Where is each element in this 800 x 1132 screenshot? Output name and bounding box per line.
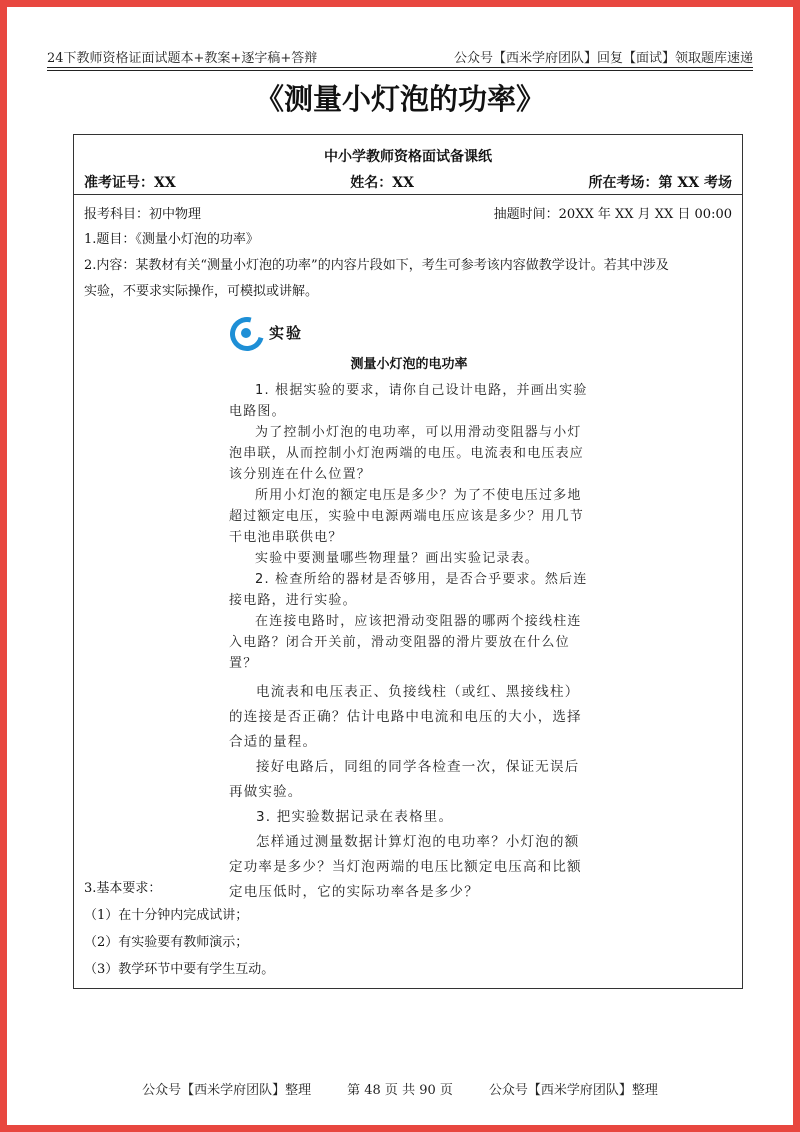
textbook-excerpt: [229, 315, 589, 905]
content-line-1: 2.内容：某教材有关“测量小灯泡的功率”的内容片段如下，考生可参考该内容做教学设计。若其中涉及: [84, 258, 669, 273]
excerpt-paragraph: 接好电路后，同组的同学各检查一次，保证无误后再做实验。: [229, 759, 580, 800]
prep-sheet-title: 中小学教师资格面试备课纸: [324, 149, 492, 165]
experiment-label: 实验: [269, 323, 304, 342]
page-header: [47, 47, 753, 66]
requirement-item: （2）有实验要有教师演示；: [84, 935, 249, 950]
requirement-item: （1）在十分钟内完成试讲；: [84, 908, 249, 923]
excerpt-paragraph: 为了控制小灯泡的电功率，可以用滑动变阻器与小灯泡串联，从而控制小灯泡两端的电压。电流表和电压表应该分别连在什么位置？: [229, 425, 585, 482]
excerpt-paragraph: 所用小灯泡的额定电压是多少？为了不使电压过多地超过额定电压，实验中电源两端电压应该是多少？用几节干电池串联供电？: [229, 488, 585, 545]
document-title: 《测量小灯泡的功率》: [254, 82, 545, 116]
excerpt-paragraph: 怎样通过测量数据计算灯泡的电功率？小灯泡的额定功率是多少？当灯泡两端的电压比额定电压高和比额定电压低时，它的实际功率各是多少？: [229, 834, 582, 900]
content-line-2: 实验，不要求实际操作，可模拟或讲解。: [84, 284, 319, 299]
excerpt-paragraph: 在连接电路时，应该把滑动变阻器的哪两个接线柱连入电路？闭合开关前，滑动变阻器的滑片要放在什么位置？: [229, 614, 582, 671]
header-rule-thin: [47, 70, 753, 71]
excerpt-paragraph: 3. 把实验数据记录在表格里。: [256, 809, 454, 825]
candidate-info-row: [74, 170, 742, 195]
requirements-heading: 3.基本要求：: [84, 881, 162, 896]
excerpt-paragraph: 实验中要测量哪些物理量？画出实验记录表。: [255, 551, 540, 566]
requirement-item: （3）教学环节中要有学生互动。: [84, 962, 275, 977]
experiment-logo-icon: [229, 316, 261, 348]
footer-left-text: 公众号【西米学府团队】整理: [142, 1083, 312, 1098]
header-right-text: 公众号【西米学府团队】回复【面试】领取题库速递: [453, 51, 753, 66]
page-number: 第 48 页 共 90 页: [347, 1083, 453, 1098]
candidate-name: 姓名：XX: [350, 175, 414, 191]
header-rule: [47, 67, 753, 68]
exam-id: 准考证号：XX: [84, 175, 176, 191]
exam-venue: 所在考场：第 XX 考场: [588, 175, 732, 191]
draw-time: 抽题时间：20XX 年 XX 月 XX 日 00:00: [493, 207, 732, 222]
exam-subject: 报考科目：初中物理: [84, 207, 202, 222]
excerpt-paragraph: 1. 根据实验的要求，请你自己设计电路，并画出实验电路图。: [229, 383, 588, 419]
footer-right-text: 公众号【西米学府团队】整理: [488, 1083, 658, 1098]
meta-row: [74, 195, 742, 223]
basic-requirements: [84, 875, 732, 983]
excerpt-paragraph: 电流表和电压表正、负接线柱（或红、黑接线柱）的连接是否正确？估计电路中电流和电压的大小，选择合适的量程。: [229, 684, 582, 750]
topic-line: 1.题目：《测量小灯泡的功率》: [84, 232, 259, 247]
experiment-title: 测量小灯泡的电功率: [350, 357, 468, 372]
header-left-text: 24下教师资格证面试题本+教案+逐字稿+答辩: [47, 51, 318, 66]
prep-sheet: [73, 134, 743, 989]
page-footer: [7, 1079, 793, 1098]
excerpt-paragraph: 2. 检查所给的器材是否够用，是否合乎要求。然后连接电路，进行实验。: [229, 572, 588, 608]
experiment-heading: [229, 315, 589, 349]
